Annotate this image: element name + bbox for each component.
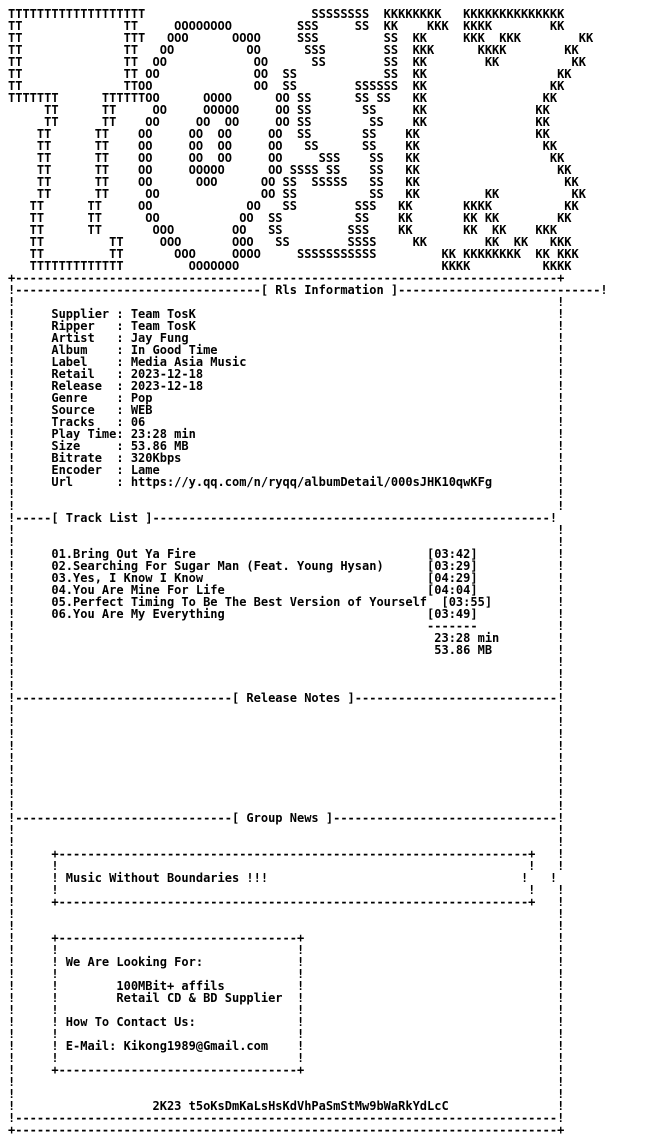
nfo-line: TT TT OO OO SS SS KK KK KK (8, 187, 586, 201)
nfo-line: TT TT OOO OO SS SSS KK KK KK KKK (8, 223, 558, 237)
nfo-line: ! ! (8, 907, 565, 921)
nfo-line: ! ! We Are Looking For: ! ! (8, 955, 565, 969)
nfo-line: TTTTTTT TTTTTTOO OOOO OO SS SS SS KK KK (8, 91, 558, 105)
nfo-line: TT TT OO OO OO OO SS SS KK KK (8, 115, 550, 129)
nfo-line: !------------------------------[ Release Notes ]----------------------------! (8, 691, 565, 705)
nfo-line: ! ! ! ! (8, 1003, 565, 1017)
nfo-line: ! ! (8, 1075, 565, 1089)
nfo-line: ! +-----------------------------------------------------------------+ ! (8, 847, 565, 861)
nfo-line: TT TTT OOO OOOO SSS SS KK KKK KKK KK (8, 31, 594, 45)
nfo-line: ! Retail : 2023-12-18 ! (8, 367, 565, 381)
nfo-document (8, 8, 608, 1136)
nfo-line: ! ! (8, 823, 565, 837)
nfo-line: ! ! (8, 655, 565, 669)
nfo-line: ! Url : https://y.qq.com/n/ryqq/albumDetail/000sJHK10qwKFg ! (8, 475, 565, 489)
nfo-line: ! ! (8, 835, 565, 849)
nfo-line: TT TT OO OO OO OO SS SS KK KK (8, 139, 558, 153)
nfo-line: TT TTOO OO SS SSSSSS KK KK (8, 79, 565, 93)
nfo-line: TT TT OO OO SS SS KK KK KK KK (8, 211, 572, 225)
nfo-line: TT TT OO OO SS SS KK KK KK (8, 55, 586, 69)
nfo-line: TTTTTTTTTTTTT OOOOOOO KKKK KKKK (8, 259, 572, 273)
nfo-line: ! 04.You Are Mine For Life [04:04] ! (8, 583, 565, 597)
nfo-line: ! Genre : Pop ! (8, 391, 565, 405)
nfo-line: ! ------- ! (8, 619, 565, 633)
nfo-line: ! 53.86 MB ! (8, 643, 565, 657)
nfo-line: TT TT OO OO SS SSS KK KKKK KK (8, 199, 579, 213)
nfo-line: ! ! (8, 919, 565, 933)
nfo-line: ! 06.You Are My Everything [03:49] ! (8, 607, 565, 621)
nfo-line: ! Label : Media Asia Music ! (8, 355, 565, 369)
nfo-line: ! ! ! ! (8, 1027, 565, 1041)
nfo-line: ! Play Time: 23:28 min ! (8, 427, 565, 441)
nfo-line: +---------------------------------------------------------------------------+ (8, 1123, 565, 1137)
nfo-line: ! Source : WEB ! (8, 403, 565, 417)
nfo-line: TT TT OOO OOOO SSSSSSSSSSS KK KKKKKKKK KK KKK (8, 247, 579, 261)
nfo-line: ! +---------------------------------+ ! (8, 931, 565, 945)
nfo-line: ! Size : 53.86 MB ! (8, 439, 565, 453)
nfo-line: ! ! (8, 799, 565, 813)
nfo-line: +---------------------------------------------------------------------------+ (8, 271, 565, 285)
nfo-line: ! Supplier : Team TosK ! (8, 307, 565, 321)
nfo-line: ! ! (8, 667, 565, 681)
nfo-line: TTTTTTTTTTTTTTTTTTT SSSSSSSS KKKKKKKK KKKKKKKKKKKKKK (8, 7, 565, 21)
nfo-line: ! 2K23 t5oKsDmKaLsHsKdVhPaSmStMw9bWaRkYdLcC ! (8, 1099, 565, 1113)
nfo-line: !---------------------------------------------------------------------------! (8, 1111, 565, 1125)
nfo-line: ! ! (8, 715, 565, 729)
nfo-line: ! ! Retail CD & BD Supplier ! ! (8, 991, 565, 1005)
nfo-line: ! Artist : Jay Fung ! (8, 331, 565, 345)
nfo-line: ! ! (8, 295, 565, 309)
nfo-line: ! Bitrate : 320Kbps ! (8, 451, 565, 465)
nfo-line: ! ! (8, 1087, 565, 1101)
nfo-line: ! +-----------------------------------------------------------------+ ! (8, 895, 565, 909)
nfo-line: ! Release : 2023-12-18 ! (8, 379, 565, 393)
nfo-line: ! 01.Bring Out Ya Fire [03:42] ! (8, 547, 565, 561)
nfo-line: !----------------------------------[ Rls Information ]----------------------------! (8, 283, 608, 297)
nfo-line: TT TT OO OO OO OO SS SS KK KK (8, 127, 550, 141)
nfo-line: ! ! How To Contact Us: ! ! (8, 1015, 565, 1029)
nfo-line: ! ! 100MBit+ affils ! ! (8, 979, 565, 993)
nfo-line: ! ! ! ! (8, 859, 565, 873)
nfo-line: ! ! (8, 499, 565, 513)
nfo-line: ! ! (8, 679, 565, 693)
nfo-line: TT TT OO OO OO OO SSS SS KK KK (8, 151, 565, 165)
nfo-line: ! ! ! ! (8, 1051, 565, 1065)
nfo-line: ! ! (8, 763, 565, 777)
nfo-line: ! 05.Perfect Timing To Be The Best Version of Yourself [03:55] ! (8, 595, 565, 609)
nfo-line: ! ! (8, 751, 565, 765)
nfo-line: ! ! (8, 727, 565, 741)
nfo-line: ! ! (8, 775, 565, 789)
nfo-line: ! ! ! ! (8, 943, 565, 957)
nfo-line: ! ! ! ! (8, 967, 565, 981)
nfo-line: ! 23:28 min ! (8, 631, 565, 645)
nfo-line: ! ! E-Mail: Kikong1989@Gmail.com ! ! (8, 1039, 565, 1053)
nfo-line: ! ! (8, 487, 565, 501)
nfo-line: ! ! (8, 739, 565, 753)
nfo-line: !-----[ Track List ]-------------------------------------------------------! (8, 511, 558, 525)
nfo-line: ! +---------------------------------+ ! (8, 1063, 565, 1077)
nfo-line: ! Album : In Good Time ! (8, 343, 565, 357)
nfo-line: !------------------------------[ Group News ]-------------------------------! (8, 811, 565, 825)
nfo-line: TT TT OO OOOOO OO SSSS SS SS KK KK (8, 163, 572, 177)
nfo-line: ! Ripper : Team TosK ! (8, 319, 565, 333)
nfo-line: ! ! (8, 703, 565, 717)
nfo-line: ! ! Music Without Boundaries !!! ! ! (8, 871, 558, 885)
nfo-line: ! ! ! ! (8, 883, 565, 897)
nfo-line: TT TT OOO OOO SS SSSS KK KK KK KKK (8, 235, 572, 249)
nfo-line: TT TT OO OOOOO OO SS SS KK KK (8, 103, 550, 117)
nfo-line: ! ! (8, 787, 565, 801)
nfo-line: ! ! (8, 523, 565, 537)
nfo-line: ! 02.Searching For Sugar Man (Feat. Young Hysan) [03:29] ! (8, 559, 565, 573)
nfo-line: TT TT OO OOO OO SS SSSSS SS KK KK (8, 175, 579, 189)
nfo-line: TT TT OO OO SSS SS KKK KKKK KK (8, 43, 579, 57)
nfo-line: ! 03.Yes, I Know I Know [04:29] ! (8, 571, 565, 585)
nfo-line: ! Tracks : 06 ! (8, 415, 565, 429)
nfo-line: TT TT OOOOOOOO SSS SS KK KKK KKKK KK (8, 19, 565, 33)
nfo-line: ! ! (8, 535, 565, 549)
nfo-line: ! Encoder : Lame ! (8, 463, 565, 477)
nfo-line: TT TT OO OO SS SS KK KK (8, 67, 572, 81)
